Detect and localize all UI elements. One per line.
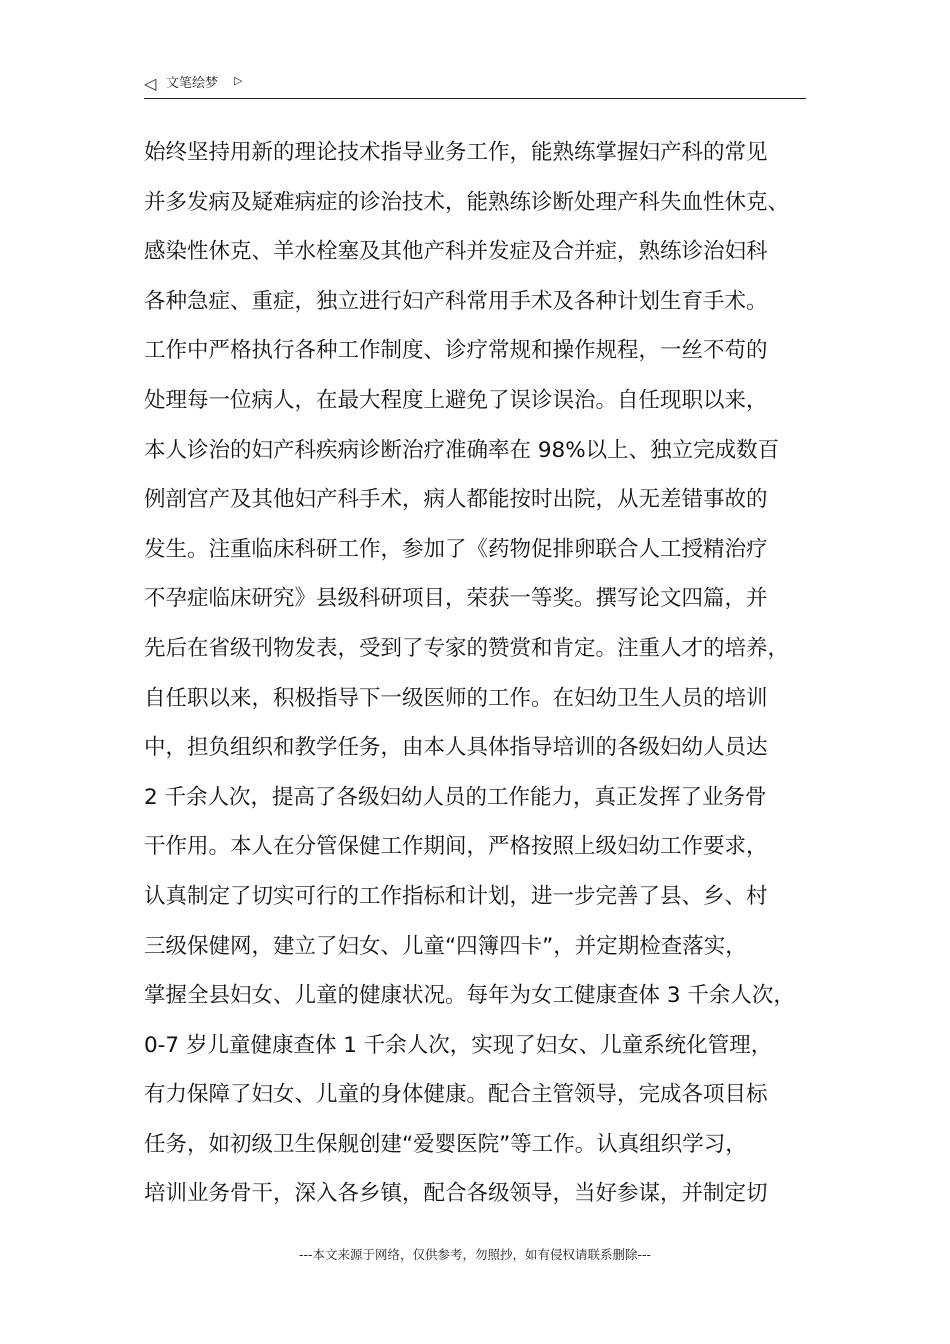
right-triangle-icon: ▷: [234, 74, 243, 87]
body-line: 感染性休克、羊水栓塞及其他产科并发症及合并症，熟练诊治妇科: [144, 239, 768, 265]
left-triangle-icon: ◁: [144, 74, 157, 93]
body-line: 2 千余人次，提高了各级妇幼人员的工作能力，真正发挥了业务骨: [144, 784, 767, 810]
body-line: 处理每一位病人，在最大程度上避免了误诊误治。自任现职以来，: [144, 387, 768, 413]
document-body: [144, 128, 818, 1219]
body-line: 0-7 岁儿童健康查体 1 千余人次，实现了妇女、儿童系统化管理，: [144, 1032, 773, 1058]
body-line: 掌握全县妇女、儿童的健康状况。每年为女工健康查体 3 千余人次，: [144, 983, 795, 1009]
body-line: 自任职以来，积极指导下一级医师的工作。在妇幼卫生人员的培训: [144, 685, 768, 711]
body-line: 任务，如初级卫生保舰创建“爱婴医院”等工作。认真组织学习，: [144, 1131, 747, 1157]
body-line: 先后在省级刊物发表，受到了专家的赞赏和肯定。注重人才的培养，: [144, 635, 790, 661]
body-line: 干作用。本人在分管保健工作期间，严格按照上级妇幼工作要求，: [144, 834, 768, 860]
body-line: 例剖宫产及其他妇产科手术，病人都能按时出院，从无差错事故的: [144, 487, 768, 513]
body-line: 认真制定了切实可行的工作指标和计划，进一步完善了县、乡、村: [144, 883, 768, 909]
body-line: 并多发病及疑难病症的诊治技术，能熟练诊断处理产科失血性休克、: [144, 189, 790, 215]
body-line: 始终坚持用新的理论技术指导业务工作，能熟练掌握妇产科的常见: [144, 140, 768, 165]
body-line: 本人诊治的妇产科疾病诊断治疗准确率在 98%以上、独立完成数百: [144, 437, 780, 463]
page-header: [144, 72, 806, 99]
body-line: 各种急症、重症，独立进行妇产科常用手术及各种计划生育手术。: [144, 288, 768, 314]
body-line: 三级保健网，建立了妇女、儿童“四簿四卡”，并定期检查落实，: [144, 933, 747, 959]
body-line: 不孕症临床研究》县级科研项目，荣获一等奖。撰写论文四篇，并: [144, 586, 768, 612]
body-line: 工作中严格执行各种工作制度、诊疗常规和操作规程，一丝不苟的: [144, 338, 768, 364]
body-line: 中，担负组织和教学任务，由本人具体指导培训的各级妇幼人员达: [144, 735, 768, 761]
page-footer: ---本文来源于网络，仅供参考，勿照抄，如有侵权请联系删除---: [298, 1247, 652, 1262]
header-title: 文笔绘梦: [166, 76, 219, 91]
body-line: 有力保障了妇女、儿童的身体健康。配合主管领导，完成各项目标: [144, 1082, 768, 1108]
body-line: 培训业务骨干，深入各乡镇，配合各级领导，当好参谋，并制定切: [144, 1181, 768, 1207]
body-line: 发生。注重临床科研工作，参加了《药物促排卵联合人工授精治疗: [144, 536, 768, 562]
